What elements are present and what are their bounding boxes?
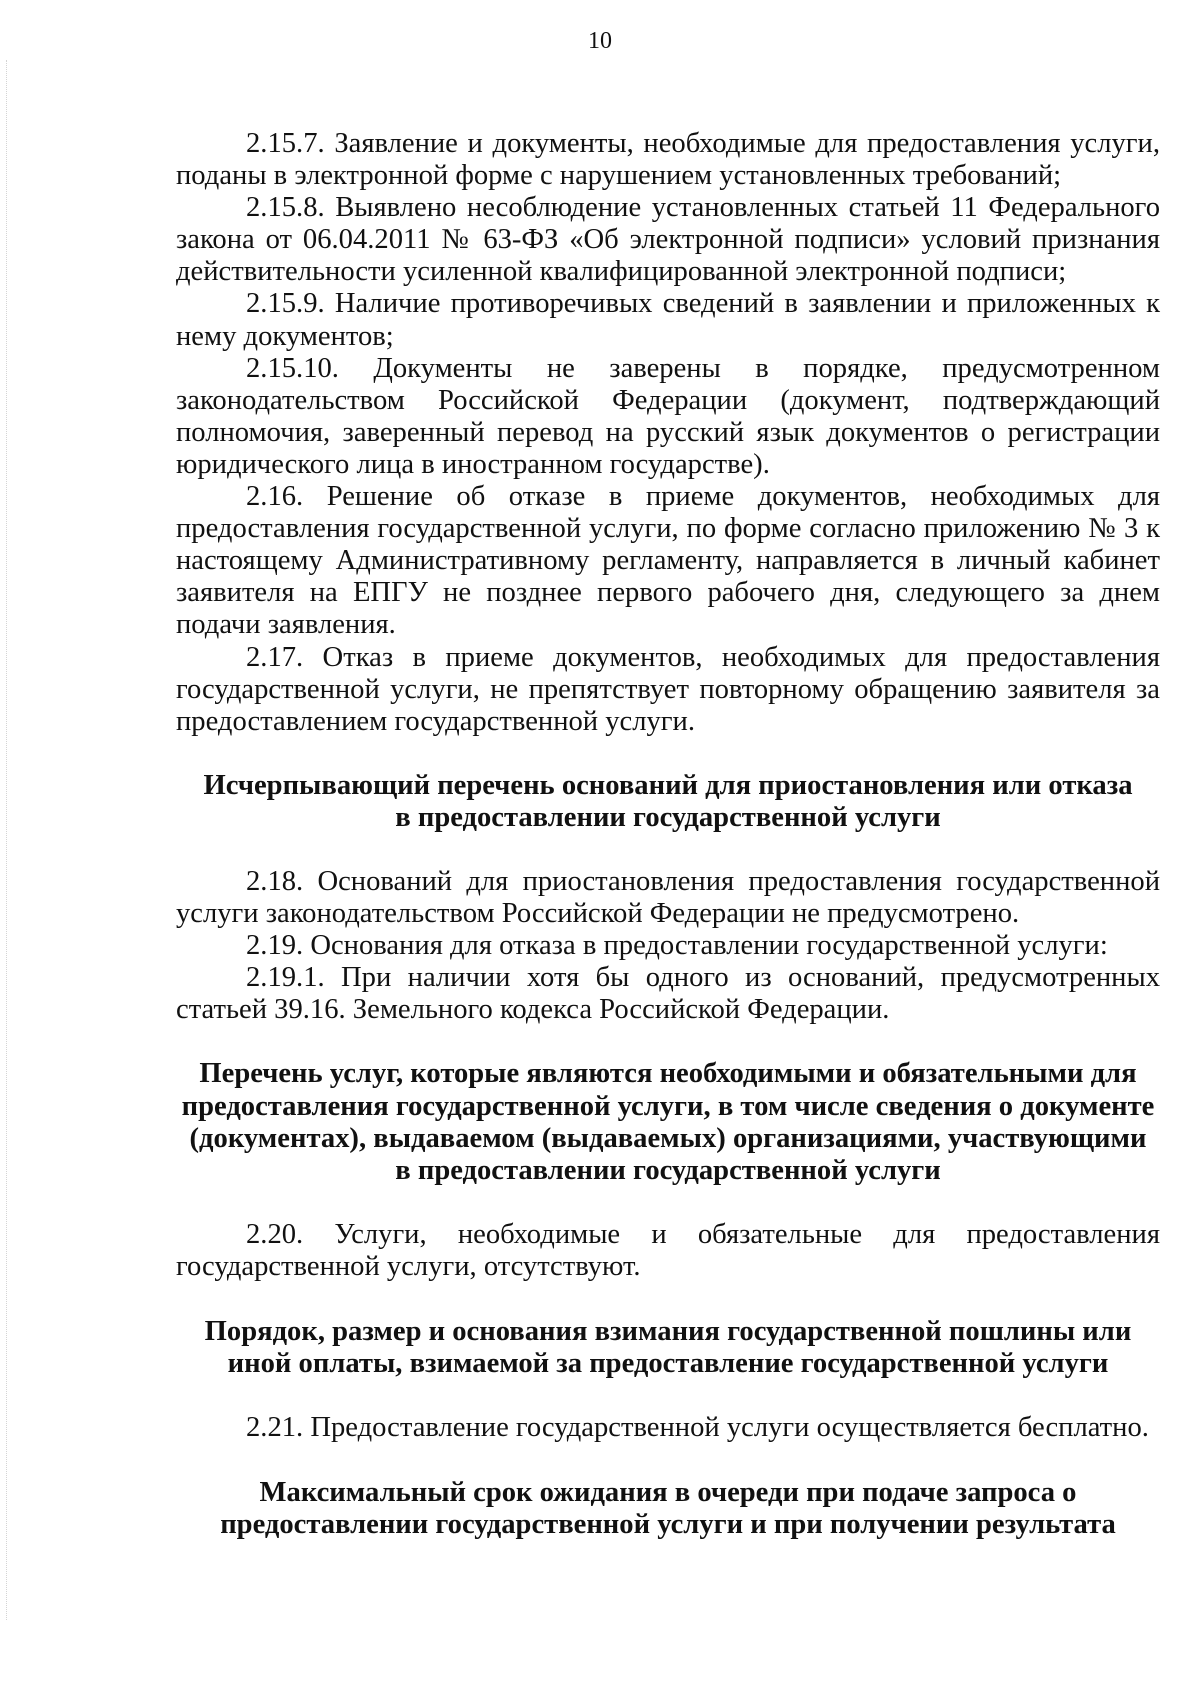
page-number: 10 (588, 28, 612, 54)
paragraph-2-15-7: 2.15.7. Заявление и документы, необходимые для предоставления услуги, поданы в электронной форме с нарушением установленных требований; (176, 128, 1160, 192)
heading-line: иной оплаты, взимаемой за предоставление государственной услуги (227, 1348, 1109, 1380)
paragraph-2-20: 2.20. Услуги, необходимые и обязательные для предоставления государственной услуги, отсутствуют. (176, 1218, 1160, 1282)
heading-line: предоставления государственной услуги, в том числе сведения о документе (181, 1090, 1155, 1122)
paragraph-2-17: 2.17. Отказ в приеме документов, необходимых для предоставления государственной услуги, не препятствует повторному обращению заявителя за предоставлением государственной услуги. (176, 641, 1160, 737)
heading-line: Порядок, размер и основания взимания государственной пошлины или (204, 1316, 1132, 1347)
section-heading-required-services (176, 1058, 1160, 1186)
paragraph-2-18: 2.18. Оснований для приостановления предоставления государственной услуги законодательством Российской Федерации не предусмотрено. (176, 865, 1160, 930)
document-body (176, 128, 1160, 1541)
heading-line: Перечень услуг, которые являются необходимыми и обязательными для (199, 1058, 1137, 1090)
paragraph-2-21: 2.21. Предоставление государственной услуги осуществляется бесплатно. (246, 1412, 1149, 1444)
paragraph-2-15-9: 2.15.9. Наличие противоречивых сведений в заявлении и приложенных к нему документов; (176, 288, 1160, 352)
heading-line: предоставлении государственной услуги и при получении результата (220, 1509, 1116, 1541)
paragraph-2-19: 2.19. Основания для отказа в предоставлении государственной услуги: (246, 930, 1108, 962)
paragraph-2-15-10: 2.15.10. Документы не заверены в порядке, предусмотренном законодательством Российской Федерации (документ, подтверждающий полномочия, заверенный перевод на русский язык документов о регистрации юридического лица в иностранном государстве). (176, 352, 1160, 480)
section-heading-queue-time (176, 1477, 1160, 1541)
heading-line: в предоставлении государственной услуги (395, 801, 941, 833)
section-heading-state-fee (176, 1316, 1160, 1380)
paragraph-2-19-1: 2.19.1. При наличии хотя бы одного из оснований, предусмотренных статьей 39.16. Земельного кодекса Российской Федерации. (176, 962, 1160, 1026)
paragraph-2-16: 2.16. Решение об отказе в приеме документов, необходимых для предоставления государственной услуги, по форме согласно приложению № 3 к настоящему Административному регламенту, направляется в личный кабинет заявителя на ЕПГУ не позднее первого рабочего дня, следующего за днем подачи заявления. (176, 481, 1160, 641)
heading-line: Максимальный срок ожидания в очереди при подаче запроса о (259, 1477, 1077, 1509)
heading-line: в предоставлении государственной услуги (395, 1154, 941, 1186)
section-heading-grounds-refusal (176, 770, 1160, 834)
heading-line: Исчерпывающий перечень оснований для приостановления или отказа (203, 769, 1133, 801)
paragraph-2-15-8: 2.15.8. Выявлено несоблюдение установленных статьей 11 Федерального закона от 06.04.2011 № 63-ФЗ «Об электронной подписи» условий признания действительности усиленной квалифицированной электронной подписи; (176, 192, 1160, 288)
heading-line: (документах), выдаваемом (выдаваемых) организациями, участвующими (189, 1122, 1147, 1154)
scan-margin-artifact (6, 60, 9, 1620)
